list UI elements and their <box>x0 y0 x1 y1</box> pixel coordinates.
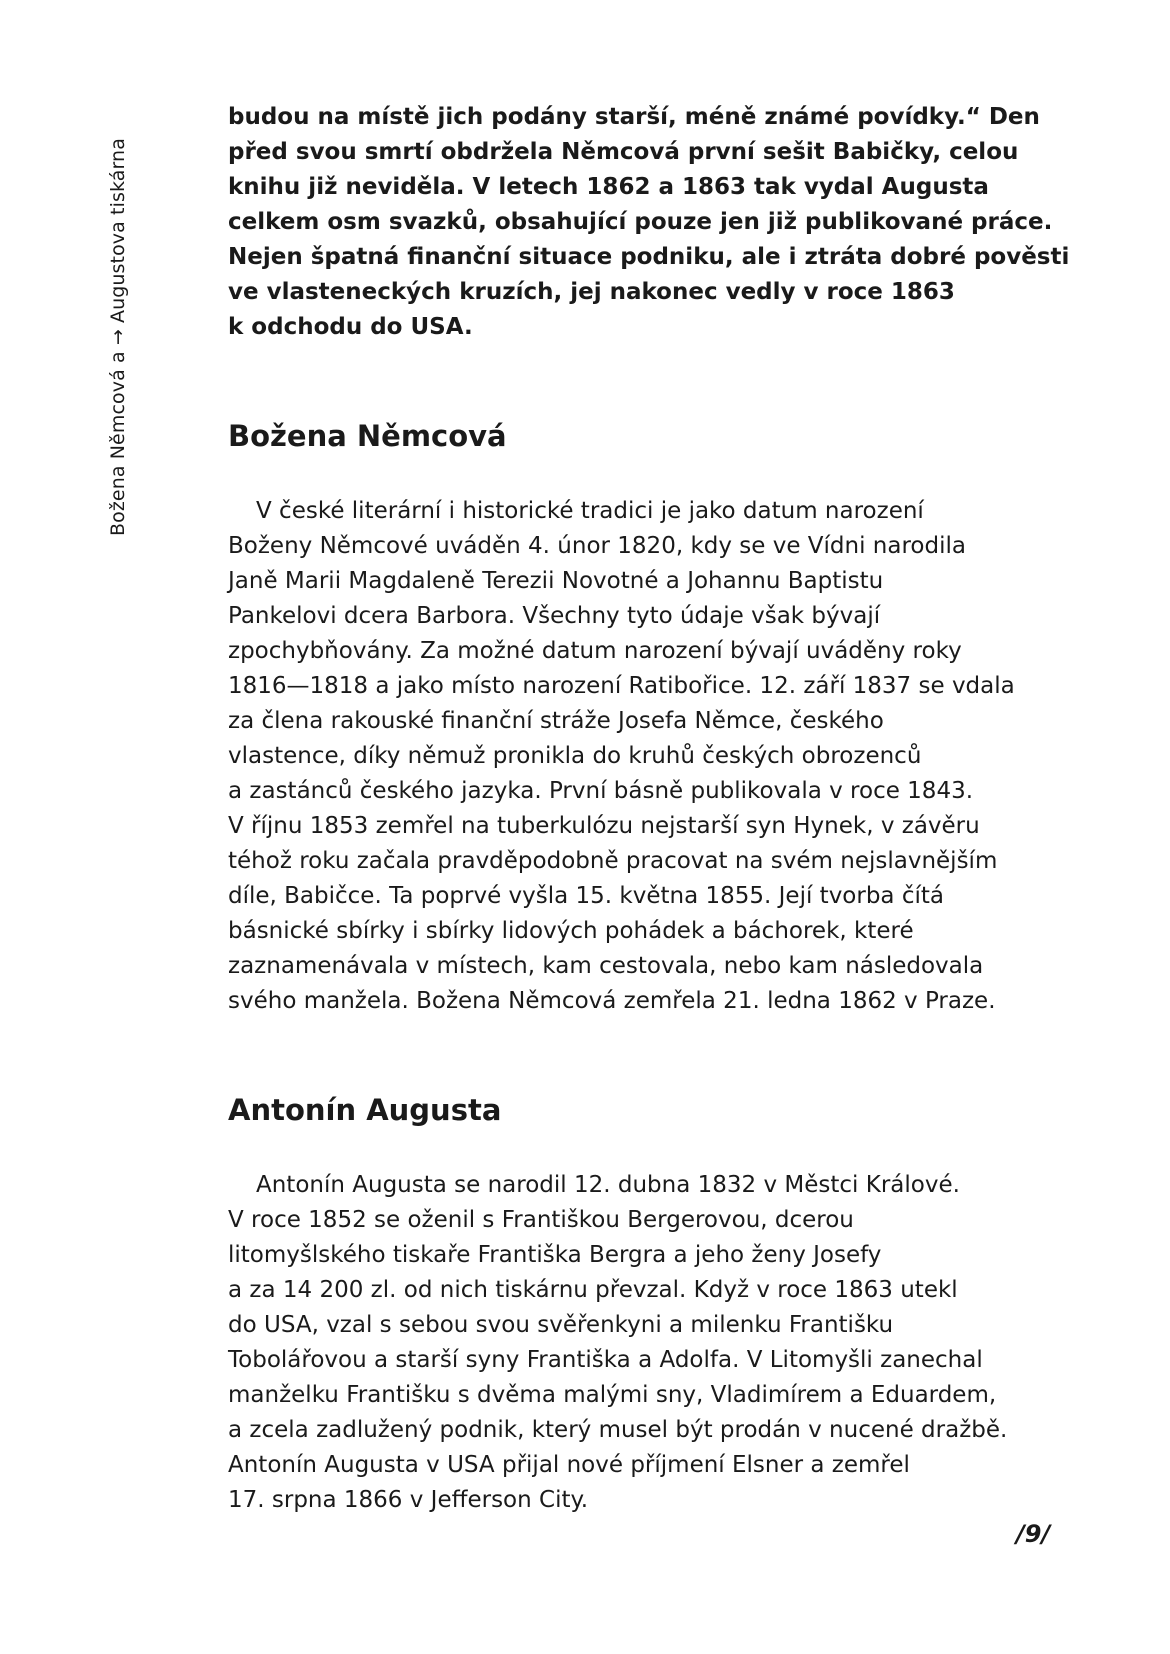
text-line: téhož roku začala pravděpodobně pracovat na svém nejslavnějším <box>228 848 998 874</box>
text-line: Tobolářovou a starší syny Františka a Adolfa. V Litomyšli zanechal <box>228 1347 983 1373</box>
text-line: knihu již neviděla. V letech 1862 a 1863 tak vydal Augusta <box>228 174 989 200</box>
section-paragraph-augusta <box>228 1168 1078 1518</box>
text-line: Nejen špatná finanční situace podniku, ale i ztráta dobré pověsti <box>228 244 1070 270</box>
text-line: Pankelovi dcera Barbora. Všechny tyto údaje však bývají <box>228 603 881 629</box>
text-line: zaznamenávala v místech, kam cestovala, nebo kam následovala <box>228 953 984 979</box>
text-line: a zcela zadlužený podnik, který musel být prodán v nucené dražbě. <box>228 1417 1008 1443</box>
text-line: Antonín Augusta v USA přijal nové příjmení Elsner a zemřel <box>228 1452 910 1478</box>
text-line: svého manžela. Božena Němcová zemřela 21. ledna 1862 v Praze. <box>228 988 996 1014</box>
text-line: celkem osm svazků, obsahující pouze jen již publikované práce. <box>228 209 1053 235</box>
text-line: před svou smrtí obdržela Němcová první sešit Babičky, celou <box>228 139 1019 165</box>
text-line: vlastence, díky němuž pronikla do kruhů českých obrozenců <box>228 743 922 769</box>
text-line: k odchodu do USA. <box>228 314 473 340</box>
text-line: Janě Marii Magdaleně Terezii Novotné a Johannu Baptistu <box>228 568 884 594</box>
text-line: ve vlasteneckých kruzích, jej nakonec vedly v roce 1863 <box>228 279 955 305</box>
text-line: a za 14 200 zl. od nich tiskárnu převzal. Když v roce 1863 utekl <box>228 1277 958 1303</box>
text-line: zpochybňovány. Za možné datum narození bývají uváděny roky <box>228 638 962 664</box>
text-line: 17. srpna 1866 v Jefferson City. <box>228 1487 589 1513</box>
text-line: V roce 1852 se oženil s Františkou Bergerovou, dcerou <box>228 1207 854 1233</box>
section-heading-nemcova: Božena Němcová <box>228 419 507 453</box>
running-head: Božena Němcová a → Augustova tiskárna <box>107 138 129 536</box>
page-content <box>228 100 1078 1518</box>
text-line: Antonín Augusta se narodil 12. dubna 1832 v Městci Králové. <box>256 1172 960 1198</box>
text-line: 1816—1818 a jako místo narození Ratibořice. 12. září 1837 se vdala <box>228 673 1015 699</box>
text-line: litomyšlského tiskaře Františka Bergra a jeho ženy Josefy <box>228 1242 882 1268</box>
section-heading-augusta: Antonín Augusta <box>228 1093 502 1127</box>
text-line: za člena rakouské finanční stráže Josefa Němce, českého <box>228 708 884 734</box>
intro-paragraph <box>228 100 1078 345</box>
text-line: Boženy Němcové uváděn 4. únor 1820, kdy se ve Vídni narodila <box>228 533 966 559</box>
text-line: básnické sbírky i sbírky lidových pohádek a báchorek, které <box>228 918 914 944</box>
text-line: manželku Františku s dvěma malými sny, Vladimírem a Eduardem, <box>228 1382 997 1408</box>
text-line: díle, Babičce. Ta poprvé vyšla 15. května 1855. Její tvorba čítá <box>228 883 944 909</box>
page-number: /9/ <box>1016 1520 1051 1548</box>
text-line: V říjnu 1853 zemřel na tuberkulózu nejstarší syn Hynek, v závěru <box>228 813 980 839</box>
text-line: a zastánců českého jazyka. První básně publikovala v roce 1843. <box>228 778 974 804</box>
text-line: budou na místě jich podány starší, méně známé povídky.“ Den <box>228 104 1040 130</box>
text-line: V české literární i historické tradici je jako datum narození <box>256 498 924 524</box>
text-line: do USA, vzal s sebou svou svěřenkyni a milenku Františku <box>228 1312 894 1338</box>
section-paragraph-nemcova <box>228 494 1078 1019</box>
